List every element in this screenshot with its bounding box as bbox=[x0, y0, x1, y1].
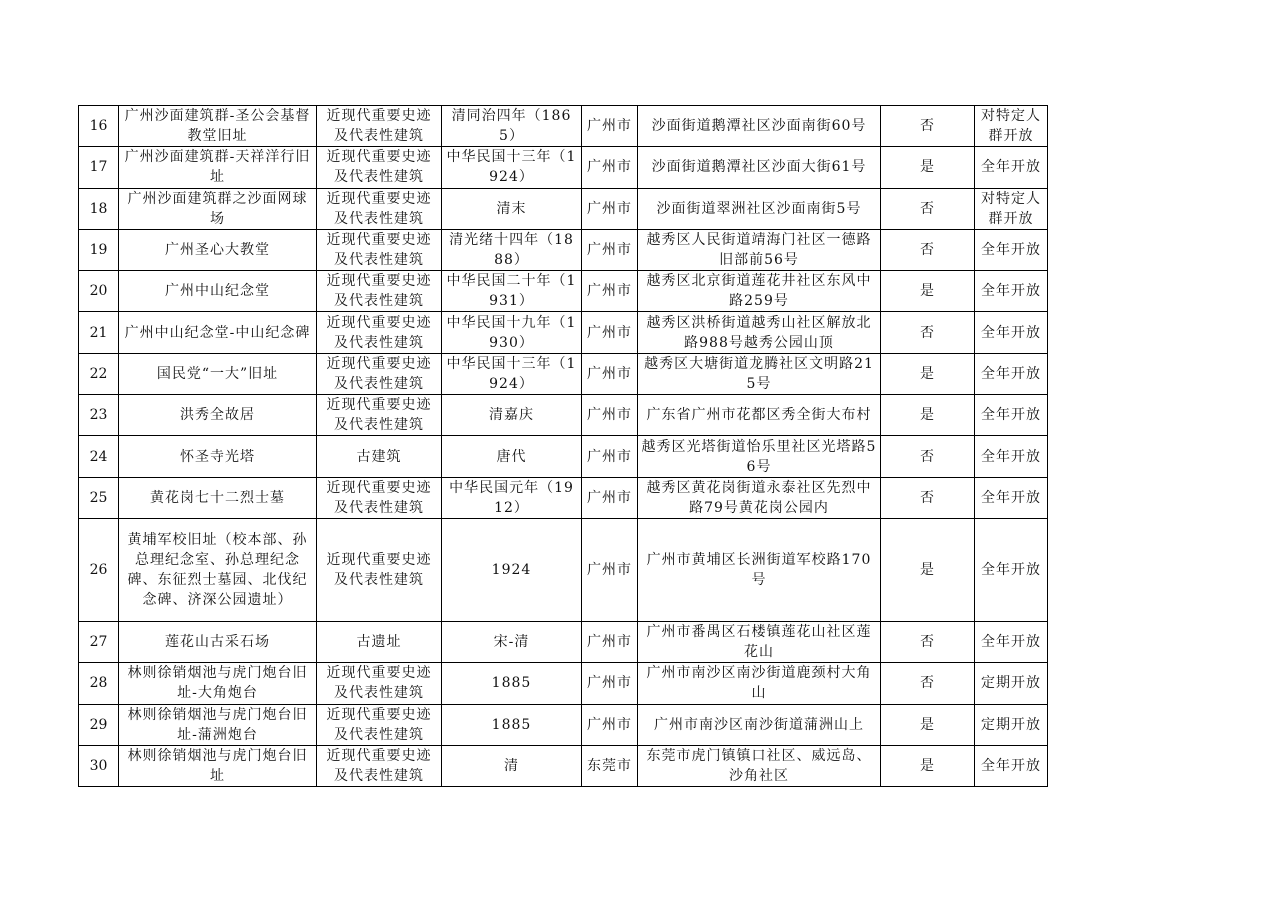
table-row bbox=[79, 312, 1048, 353]
site-era: 中华民国元年（1912） bbox=[442, 477, 582, 518]
row-number: 30 bbox=[79, 745, 119, 786]
row-number: 22 bbox=[79, 353, 119, 394]
site-address: 广州市黄埔区长洲街道军校路170号 bbox=[638, 518, 881, 621]
site-address: 越秀区人民街道靖海门社区一德路旧部前56号 bbox=[638, 229, 881, 270]
site-city: 广州市 bbox=[582, 353, 638, 394]
site-era: 清同治四年（1865） bbox=[442, 106, 582, 147]
site-address: 越秀区大塘街道龙腾社区文明路215号 bbox=[638, 353, 881, 394]
site-open-status: 全年开放 bbox=[975, 147, 1048, 188]
site-era: 清 bbox=[442, 745, 582, 786]
row-number: 24 bbox=[79, 436, 119, 477]
site-city: 广州市 bbox=[582, 271, 638, 312]
site-flag: 否 bbox=[881, 477, 975, 518]
row-number: 26 bbox=[79, 518, 119, 621]
site-open-status: 全年开放 bbox=[975, 229, 1048, 270]
site-era: 1885 bbox=[442, 704, 582, 745]
site-address: 广东省广州市花都区秀全街大布村 bbox=[638, 395, 881, 436]
site-city: 广州市 bbox=[582, 621, 638, 662]
site-open-status: 全年开放 bbox=[975, 477, 1048, 518]
heritage-sites-table bbox=[78, 105, 1048, 787]
site-open-status: 全年开放 bbox=[975, 436, 1048, 477]
site-name: 怀圣寺光塔 bbox=[119, 436, 317, 477]
site-city: 广州市 bbox=[582, 395, 638, 436]
site-name: 林则徐销烟池与虎门炮台旧址-大角炮台 bbox=[119, 663, 317, 704]
site-open-status: 全年开放 bbox=[975, 353, 1048, 394]
site-flag: 是 bbox=[881, 704, 975, 745]
row-number: 17 bbox=[79, 147, 119, 188]
row-number: 19 bbox=[79, 229, 119, 270]
site-flag: 否 bbox=[881, 106, 975, 147]
site-flag: 是 bbox=[881, 147, 975, 188]
site-name: 莲花山古采石场 bbox=[119, 621, 317, 662]
table-row bbox=[79, 395, 1048, 436]
table-row bbox=[79, 271, 1048, 312]
site-flag: 否 bbox=[881, 436, 975, 477]
site-address: 越秀区光塔街道怡乐里社区光塔路56号 bbox=[638, 436, 881, 477]
table-row bbox=[79, 147, 1048, 188]
site-type: 近现代重要史迹及代表性建筑 bbox=[317, 704, 442, 745]
site-open-status: 全年开放 bbox=[975, 312, 1048, 353]
site-era: 中华民国十九年（1930） bbox=[442, 312, 582, 353]
site-era: 清光绪十四年（1888） bbox=[442, 229, 582, 270]
site-city: 广州市 bbox=[582, 229, 638, 270]
site-era: 唐代 bbox=[442, 436, 582, 477]
row-number: 20 bbox=[79, 271, 119, 312]
site-flag: 是 bbox=[881, 518, 975, 621]
site-open-status: 全年开放 bbox=[975, 745, 1048, 786]
site-type: 近现代重要史迹及代表性建筑 bbox=[317, 229, 442, 270]
site-type: 近现代重要史迹及代表性建筑 bbox=[317, 147, 442, 188]
site-flag: 否 bbox=[881, 621, 975, 662]
site-open-status: 全年开放 bbox=[975, 395, 1048, 436]
site-era: 宋-清 bbox=[442, 621, 582, 662]
site-address: 广州市番禺区石楼镇莲花山社区莲花山 bbox=[638, 621, 881, 662]
table-row bbox=[79, 353, 1048, 394]
site-flag: 是 bbox=[881, 353, 975, 394]
site-open-status: 全年开放 bbox=[975, 621, 1048, 662]
site-name: 广州中山纪念堂-中山纪念碑 bbox=[119, 312, 317, 353]
site-name: 广州沙面建筑群-天祥洋行旧址 bbox=[119, 147, 317, 188]
row-number: 23 bbox=[79, 395, 119, 436]
site-city: 广州市 bbox=[582, 663, 638, 704]
table-row bbox=[79, 745, 1048, 786]
table-row bbox=[79, 663, 1048, 704]
site-address: 越秀区洪桥街道越秀山社区解放北路988号越秀公园山顶 bbox=[638, 312, 881, 353]
site-era: 1924 bbox=[442, 518, 582, 621]
site-type: 近现代重要史迹及代表性建筑 bbox=[317, 271, 442, 312]
table-row bbox=[79, 621, 1048, 662]
site-type: 近现代重要史迹及代表性建筑 bbox=[317, 353, 442, 394]
site-flag: 否 bbox=[881, 229, 975, 270]
site-name: 广州沙面建筑群之沙面网球场 bbox=[119, 188, 317, 229]
site-open-status: 定期开放 bbox=[975, 704, 1048, 745]
site-open-status: 定期开放 bbox=[975, 663, 1048, 704]
site-city: 广州市 bbox=[582, 436, 638, 477]
site-city: 广州市 bbox=[582, 477, 638, 518]
site-name: 洪秀全故居 bbox=[119, 395, 317, 436]
site-type: 近现代重要史迹及代表性建筑 bbox=[317, 663, 442, 704]
site-type: 近现代重要史迹及代表性建筑 bbox=[317, 188, 442, 229]
site-city: 广州市 bbox=[582, 106, 638, 147]
table-body bbox=[79, 106, 1048, 787]
row-number: 21 bbox=[79, 312, 119, 353]
site-type: 古建筑 bbox=[317, 436, 442, 477]
site-era: 清末 bbox=[442, 188, 582, 229]
row-number: 27 bbox=[79, 621, 119, 662]
table-row bbox=[79, 477, 1048, 518]
site-address: 越秀区北京街道莲花井社区东风中路259号 bbox=[638, 271, 881, 312]
table-row bbox=[79, 229, 1048, 270]
site-flag: 是 bbox=[881, 271, 975, 312]
site-name: 林则徐销烟池与虎门炮台旧址-蒲洲炮台 bbox=[119, 704, 317, 745]
site-open-status: 全年开放 bbox=[975, 518, 1048, 621]
site-flag: 否 bbox=[881, 188, 975, 229]
site-flag: 是 bbox=[881, 395, 975, 436]
row-number: 16 bbox=[79, 106, 119, 147]
site-address: 广州市南沙区南沙街道蒲洲山上 bbox=[638, 704, 881, 745]
site-city: 广州市 bbox=[582, 147, 638, 188]
site-address: 沙面街道翠洲社区沙面南街5号 bbox=[638, 188, 881, 229]
row-number: 18 bbox=[79, 188, 119, 229]
site-flag: 否 bbox=[881, 663, 975, 704]
site-address: 广州市南沙区南沙街道鹿颈村大角山 bbox=[638, 663, 881, 704]
site-type: 近现代重要史迹及代表性建筑 bbox=[317, 395, 442, 436]
site-open-status: 对特定人群开放 bbox=[975, 188, 1048, 229]
table-row bbox=[79, 704, 1048, 745]
site-type: 近现代重要史迹及代表性建筑 bbox=[317, 745, 442, 786]
site-name: 国民党“一大”旧址 bbox=[119, 353, 317, 394]
site-type: 近现代重要史迹及代表性建筑 bbox=[317, 106, 442, 147]
site-type: 近现代重要史迹及代表性建筑 bbox=[317, 518, 442, 621]
table-row bbox=[79, 188, 1048, 229]
site-era: 清嘉庆 bbox=[442, 395, 582, 436]
site-type: 古遗址 bbox=[317, 621, 442, 662]
site-era: 中华民国十三年（1924） bbox=[442, 353, 582, 394]
site-type: 近现代重要史迹及代表性建筑 bbox=[317, 312, 442, 353]
site-name: 黄埔军校旧址（校本部、孙总理纪念室、孙总理纪念碑、东征烈士墓园、北伐纪念碑、济深公园遗址） bbox=[119, 518, 317, 621]
site-city: 广州市 bbox=[582, 704, 638, 745]
site-name: 广州中山纪念堂 bbox=[119, 271, 317, 312]
site-address: 东莞市虎门镇镇口社区、威远岛、沙角社区 bbox=[638, 745, 881, 786]
site-open-status: 对特定人群开放 bbox=[975, 106, 1048, 147]
site-name: 黄花岗七十二烈士墓 bbox=[119, 477, 317, 518]
row-number: 28 bbox=[79, 663, 119, 704]
table-row bbox=[79, 436, 1048, 477]
site-flag: 是 bbox=[881, 745, 975, 786]
site-name: 广州沙面建筑群-圣公会基督教堂旧址 bbox=[119, 106, 317, 147]
site-name: 广州圣心大教堂 bbox=[119, 229, 317, 270]
site-name: 林则徐销烟池与虎门炮台旧址 bbox=[119, 745, 317, 786]
site-address: 沙面街道鹅潭社区沙面南街60号 bbox=[638, 106, 881, 147]
site-city: 广州市 bbox=[582, 518, 638, 621]
site-address: 越秀区黄花岗街道永泰社区先烈中路79号黄花岗公园内 bbox=[638, 477, 881, 518]
site-era: 1885 bbox=[442, 663, 582, 704]
table-row bbox=[79, 518, 1048, 621]
row-number: 25 bbox=[79, 477, 119, 518]
site-city: 广州市 bbox=[582, 188, 638, 229]
site-address: 沙面街道鹅潭社区沙面大街61号 bbox=[638, 147, 881, 188]
site-era: 中华民国二十年（1931） bbox=[442, 271, 582, 312]
site-flag: 否 bbox=[881, 312, 975, 353]
site-city: 广州市 bbox=[582, 312, 638, 353]
site-open-status: 全年开放 bbox=[975, 271, 1048, 312]
site-city: 东莞市 bbox=[582, 745, 638, 786]
row-number: 29 bbox=[79, 704, 119, 745]
site-type: 近现代重要史迹及代表性建筑 bbox=[317, 477, 442, 518]
site-era: 中华民国十三年（1924） bbox=[442, 147, 582, 188]
table-row bbox=[79, 106, 1048, 147]
